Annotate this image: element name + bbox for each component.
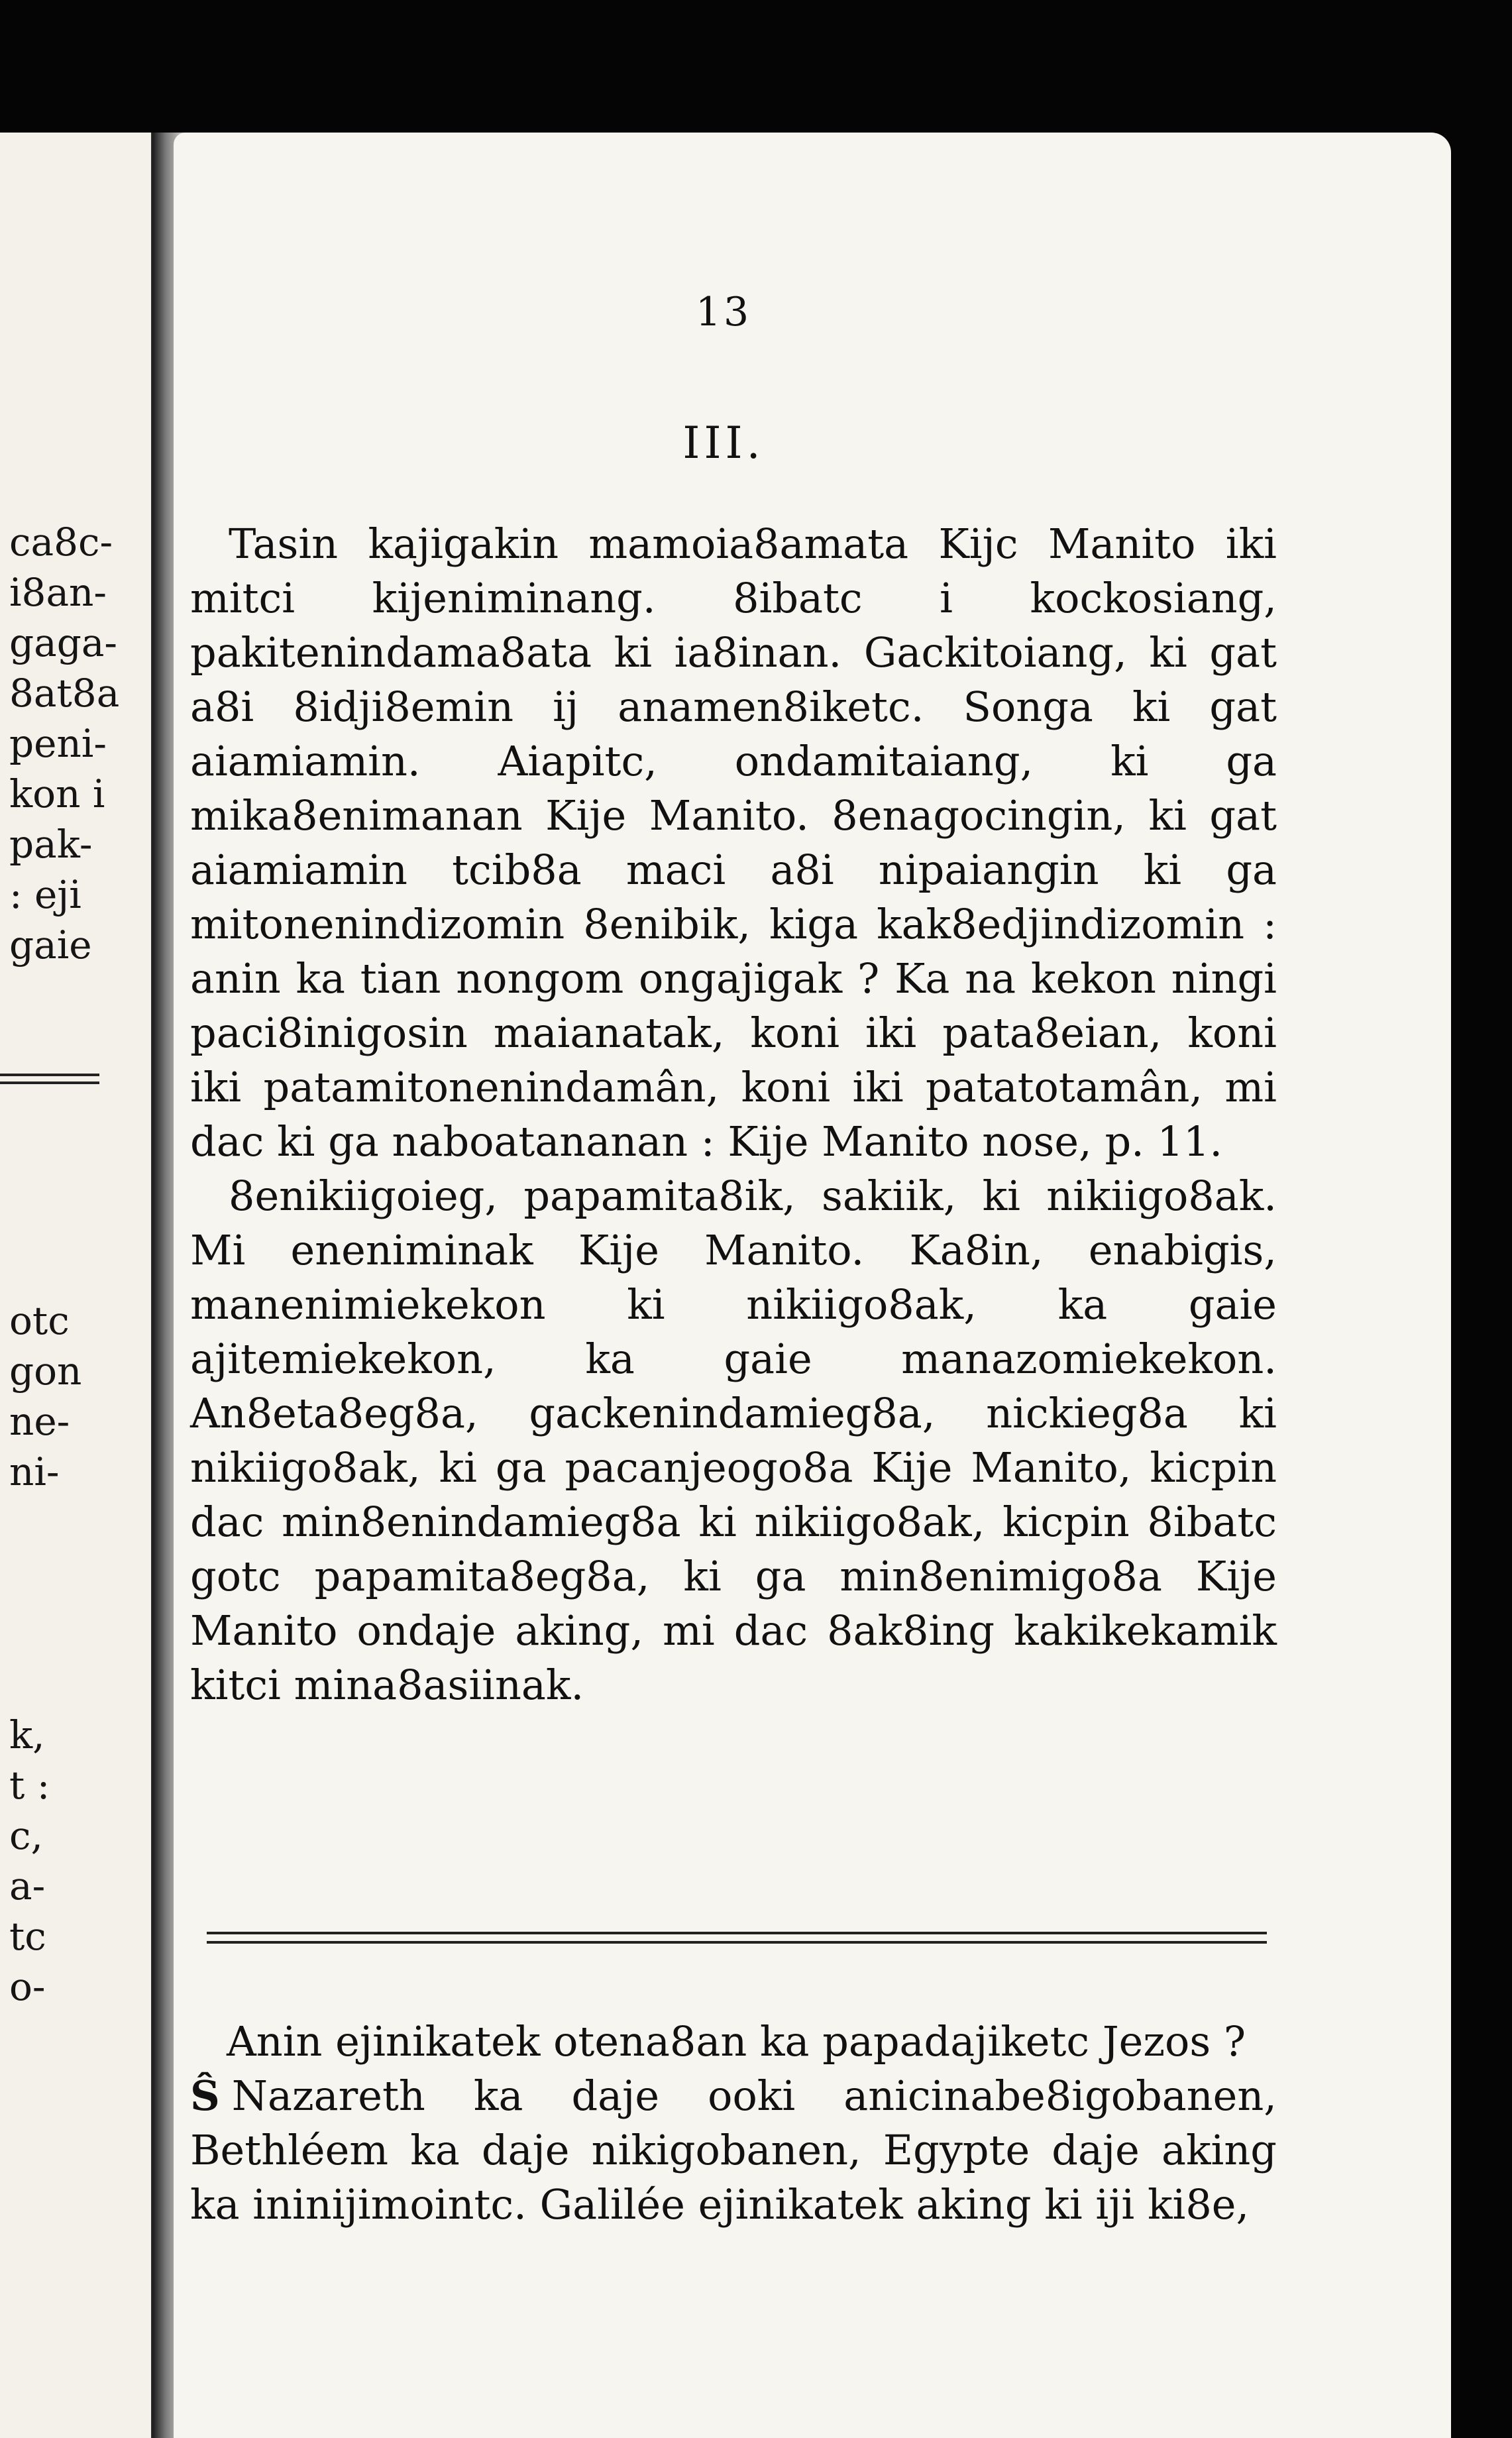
left-page-fragment: t : — [9, 1763, 50, 1808]
left-page-fragment: ne- — [9, 1399, 70, 1444]
paragraph: Tasin kajigakin mamoia8amata Kijc Manito iki mitci kijeniminang. 8ibatc i kockosiang, pakitenindama8ata ki ia8inan. Gackitoiang, ki gat a8i 8idji8emin ij anamen8iketc. Songa ki gat aiamiamin. Aiapitc, ondamitaiang, ki ga mika8enimanan Kije Manito. 8enagocingin, ki gat aiamiamin tcib8a maci a8i nipaiangin ki ga mitonenindizomin 8enibik, kiga kak8edjindizomin : anin ka tian nongom ongajigak ? Ka na kekon ningi paci8inigosin maianatak, koni iki pata8eian, koni iki patamitonenindamân, koni iki patatotamân, mi dac ki ga naboatananan : Kije Manito nose, p. 11. — [190, 520, 1277, 1166]
section-heading: III. — [682, 417, 765, 469]
section-divider — [207, 1932, 1267, 1934]
left-page-fragment: otc — [9, 1298, 70, 1343]
left-page-edge — [0, 133, 155, 2438]
page-body — [190, 517, 1277, 1712]
left-page-fragment: i8an- — [9, 570, 107, 615]
left-page-fragment: peni- — [9, 721, 107, 766]
left-page-fragment: : eji — [9, 872, 81, 917]
left-page-rule — [0, 1081, 99, 1084]
left-page-fragment: c, — [9, 1813, 43, 1858]
left-page-fragment: gon — [9, 1349, 82, 1394]
paragraph: 8enikiigoieg, papamita8ik, sakiik, ki nikiigo8ak. Mi eneniminak Kije Manito. Ka8in, enabigis, manenimiekekon ki nikiigo8ak, ka gaie ajitemiekekon, ka gaie manazomiekekon. An8eta8eg8a, gackenindamieg8a, nickieg8a ki nikiigo8ak, ki ga pacanjeogo8a Kije Manito, kicpin dac min8enindamieg8a ki nikiigo8ak, kicpin 8ibatc gotc papamita8eg8a, ki ga min8enimigo8a Kije Manito ondaje aking, mi dac 8ak8ing kakikekamik kitci mina8asiinak. — [190, 1172, 1277, 1709]
answer-mark: Ŝ — [190, 2072, 220, 2120]
left-page-fragment: 8at8a — [9, 671, 120, 716]
left-page-rule — [0, 1074, 99, 1076]
left-page-fragment: o- — [9, 1964, 46, 2009]
left-page-fragment: pak- — [9, 822, 93, 867]
left-page-fragment: gaga- — [9, 620, 118, 665]
left-page-fragment: ni- — [9, 1449, 60, 1494]
left-page-fragment: kon i — [9, 771, 105, 816]
left-page-fragment: tc — [9, 1914, 46, 1959]
left-page-fragment: a- — [9, 1863, 46, 1909]
left-page-fragment: k, — [9, 1712, 45, 1757]
section-divider — [207, 1941, 1267, 1944]
catechism-answer — [190, 2069, 1277, 2232]
left-page-fragment: gaie — [9, 922, 92, 968]
left-page-fragment: ca8c- — [9, 520, 113, 565]
book-page — [174, 133, 1451, 2438]
catechism-question: Anin ejinikatek otena8an ka papadajiketc Jezos ? — [227, 2017, 1246, 2066]
page-number: 13 — [695, 289, 752, 335]
answer-text: Nazareth ka daje ooki anicinabe8igobanen, Bethléem ka daje nikigobanen, Egypte daje aking ka ininijimointc. Galilée ejinikatek aking ki iji ki8e, — [190, 2072, 1277, 2229]
